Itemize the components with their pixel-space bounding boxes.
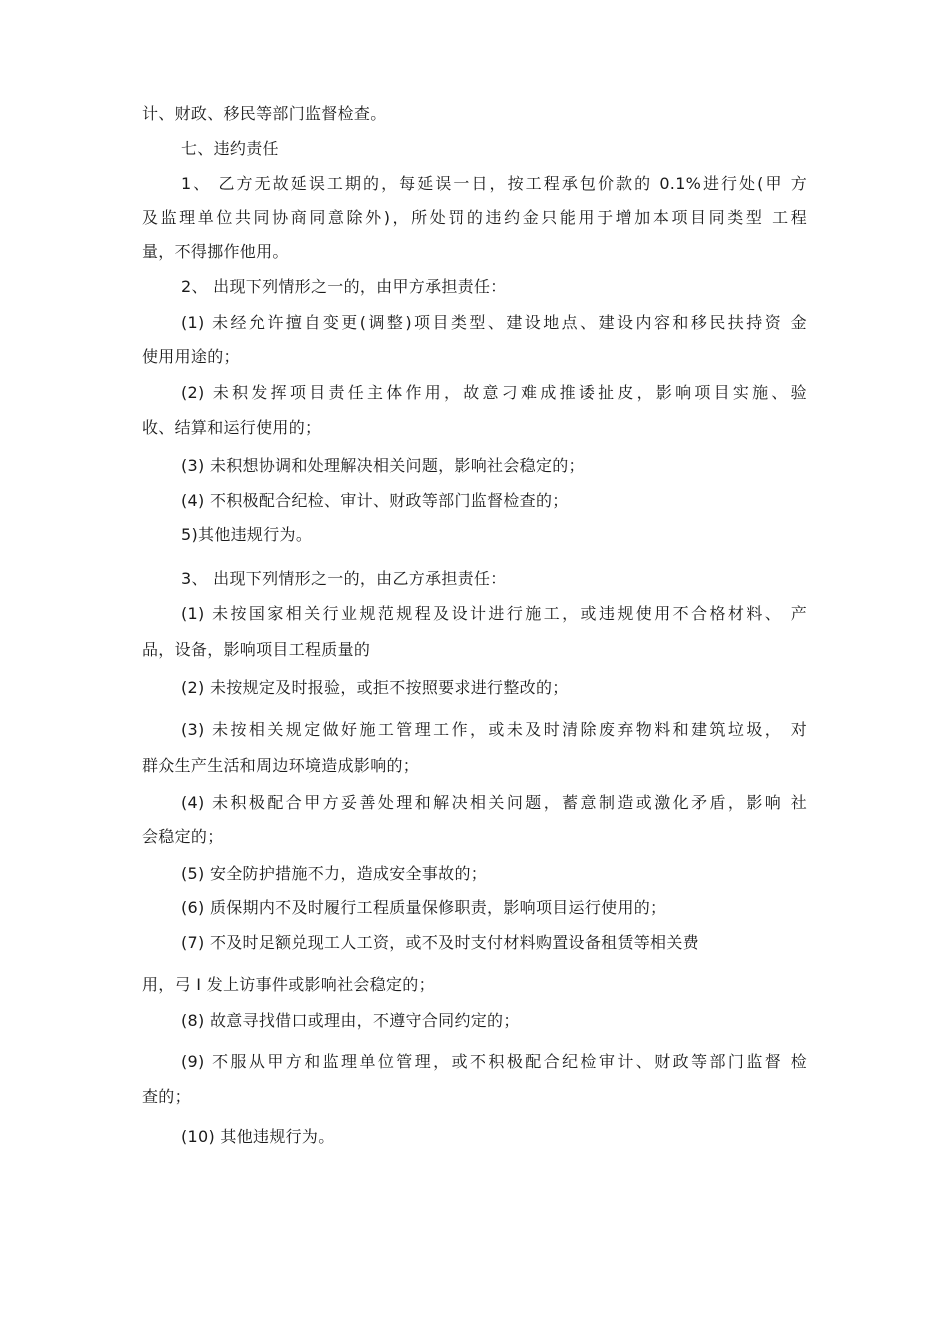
clause-3-item-3-line-1: (3) 未按相关规定做好施工管理工作，或未及时清除废弃物料和建筑垃圾， 对 [181,720,807,739]
clause-3-item-4-line-1: (4) 未积极配合甲方妥善处理和解决相关问题，蓄意制造或激化矛盾，影响 社 [181,793,807,812]
clause-3-item-8: (8) 故意寻找借口或理由，不遵守合同约定的； [181,1011,520,1030]
clause-3-item-2: (2) 未按规定及时报验，或拒不按照要求进行整改的； [181,678,569,697]
clause-1-line-3: 量，不得挪作他用。 [142,242,289,261]
clause-3-heading: 3、 出现下列情形之一的，由乙方承担责任： [181,569,507,588]
clause-1-line-2: 及监理单位共同协商同意除外)，所处罚的违约金只能用于增加本项目同类型 工程 [142,208,807,227]
clause-3-item-1-line-2: 品，设备，影响项目工程质量的 [142,640,371,659]
clause-2-heading: 2、 出现下列情形之一的，由甲方承担责任： [181,277,507,296]
clause-2-item-2-line-1: (2) 未积发挥项目责任主体作用，故意刁难成推诿扯皮，影响项目实施、验 [181,383,807,402]
clause-3-item-7-line-1: (7) 不及时足额兑现工人工资，或不及时支付材料购置设备租赁等相关费 [181,933,699,952]
clause-3-item-4-line-2: 会稳定的； [142,827,224,846]
clause-3-item-3-line-2: 群众生产生活和周边环境造成影响的； [142,756,420,775]
clause-3-item-6: (6) 质保期内不及时履行工程质量保修职责，影响项目运行使用的； [181,898,667,917]
clause-2-item-5: 5)其他违规行为。 [181,525,313,544]
clause-2-item-2-line-2: 收、结算和运行使用的； [142,418,322,437]
text-line-continuation: 计、财政、移民等部门监督检查。 [142,104,387,123]
clause-2-item-1-line-1: (1) 未经允许擅自变更(调整)项目类型、建设地点、建设内容和移民扶持资 金 [181,313,807,332]
clause-2-item-4: (4) 不积极配合纪检、审计、财政等部门监督检查的； [181,491,569,510]
clause-3-item-10: (10) 其他违规行为。 [181,1127,335,1146]
clause-3-item-5: (5) 安全防护措施不力，造成安全事故的； [181,864,488,883]
clause-2-item-1-line-2: 使用用途的； [142,347,240,366]
clause-3-item-9-line-2: 查的； [142,1087,191,1106]
clause-3-item-1-line-1: (1) 未按国家相关行业规范规程及设计进行施工，或违规使用不合格材料、 产 [181,604,807,623]
section-heading-breach-liability: 七、违约责任 [181,139,279,158]
clause-2-item-3: (3) 未积想协调和处理解决相关问题，影响社会稳定的； [181,456,585,475]
clause-3-item-9-line-1: (9) 不服从甲方和监理单位管理，或不积极配合纪检审计、财政等部门监督 检 [181,1052,807,1071]
clause-1-line-1: 1、 乙方无故延误工期的，每延误一日，按工程承包价款的 0.1%进行处(甲 方 [181,174,807,193]
clause-3-item-7-line-2: 用，弓 I 发上访事件或影响社会稳定的； [142,975,435,994]
